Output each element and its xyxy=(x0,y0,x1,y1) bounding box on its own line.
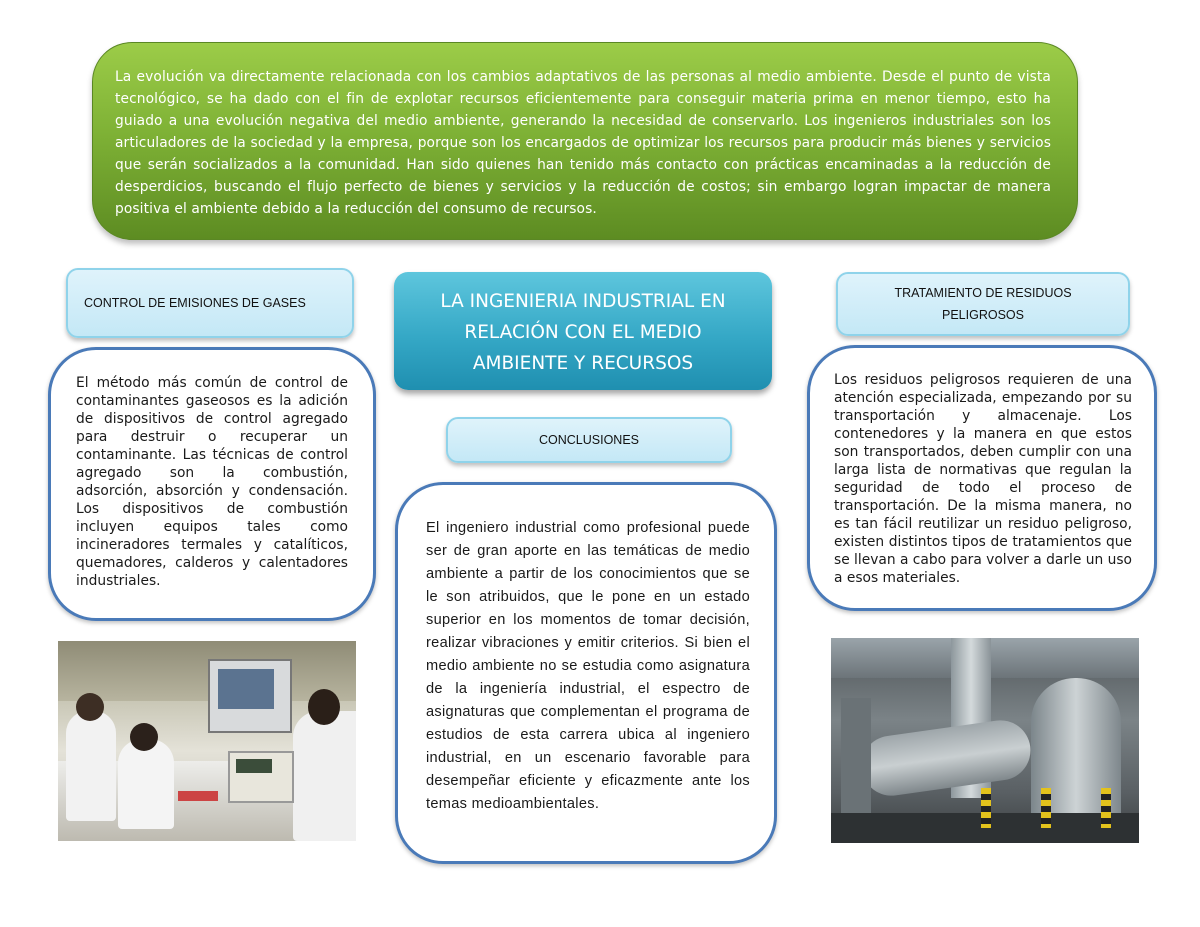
conclusiones-text: El ingeniero industrial como profesional puede ser de gran aporte en las temáticas de medio ambiente a partir de los conocimientos que se le son atribuidos, que le pone en un estado superior en los momentos de tomar decisión, realizar vibraciones y emitir criterios. Si bien el medio ambiente no se estudia como asignatura de la ingeniería industrial, el espectro de asignaturas que complementan el programa de estudios de esta carrera ubica al ingeniero industrial, en un escenario favorable para desempeñar eficiente y eficazmente ante los temas medioambientales. xyxy=(426,520,750,812)
industrial-plant-photo xyxy=(831,638,1139,843)
label-conclusiones-text: CONCLUSIONES xyxy=(538,433,640,447)
label-tratamiento-residuos xyxy=(836,272,1130,336)
label-control-text: CONTROL DE EMISIONES DE GASES xyxy=(84,296,306,310)
control-emisiones-box xyxy=(48,347,376,621)
label-conclusiones xyxy=(446,417,732,463)
laboratory-photo xyxy=(58,641,356,841)
intro-banner xyxy=(92,42,1078,240)
main-title xyxy=(394,272,772,390)
title-line-2: RELACIÓN CON EL MEDIO xyxy=(464,322,702,343)
tratamiento-residuos-text: Los residuos peligrosos requieren de una atención especializada, empezando por su transportación y almacenaje. Los contenedores y la manera en que estos son transportados, deben cumplir con una larga lista de normativas que regulan la seguridad de todo el proceso de transportación. De la misma manera, no es tan fácil reutilizar un residuo peligroso, existen distintos tipos de tratamientos que se llevan a cabo para volver a darle un uso a esos materiales. xyxy=(834,372,1132,586)
title-line-3: AMBIENTE Y RECURSOS xyxy=(472,353,694,374)
conclusiones-box xyxy=(395,482,777,864)
label-tratamiento-line-2: PELIGROSOS xyxy=(942,308,1024,322)
label-control-emisiones xyxy=(66,268,354,338)
tratamiento-residuos-box xyxy=(807,345,1157,611)
title-line-1: LA INGENIERIA INDUSTRIAL EN xyxy=(440,291,726,312)
intro-text: La evolución va directamente relacionada con los cambios adaptativos de las personas al medio ambiente. Desde el punto de vista tecnológico, se ha dado con el fin de explotar recursos eficientemente para conseguir materia prima en menor tiempo, esto ha guiado a una evolución negativa del medio ambiente, generando la necesidad de conservarlo. Los ingenieros industriales son los articuladores de la sociedad y la empresa, porque son los encargados de optimizar los recursos para producir más bienes y servicios que serán socializados a la comunidad. Han sido quienes han tenido más contacto con prácticas encaminadas a la reducción de desperdicios, buscando el flujo perfecto de bienes y servicios y la reducción de costos; sin embargo logran impactar de manera positiva el ambiente debido a la reducción del consumo de recursos. xyxy=(115,69,1051,217)
control-emisiones-text: El método más común de control de contaminantes gaseosos es la adición de dispositivos de control agregado para destruir o recuperar un contaminante. Las técnicas de control agregado son la combustión, adsorción, absorción y condensación. Los dispositivos de combustión incluyen equipos tales como incineradores termales y catalíticos, quemadores, calderos y calentadores industriales. xyxy=(76,375,348,589)
label-tratamiento-line-1: TRATAMIENTO DE RESIDUOS xyxy=(894,286,1072,300)
